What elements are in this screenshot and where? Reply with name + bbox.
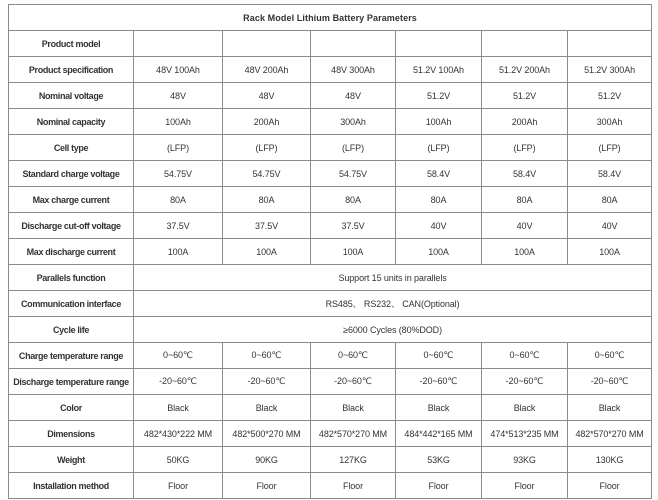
value-cell: 80A <box>223 187 311 213</box>
value-cell: 58.4V <box>396 161 482 187</box>
value-cell: 80A <box>311 187 396 213</box>
value-cell: 48V 100Ah <box>134 57 223 83</box>
table-row <box>9 317 652 343</box>
value-cell: (LFP) <box>568 135 652 161</box>
value-cell: 100A <box>311 239 396 265</box>
row-label: Nominal capacity <box>9 109 134 135</box>
row-label: Charge temperature range <box>9 343 134 369</box>
table-row <box>9 31 652 57</box>
value-cell: (LFP) <box>134 135 223 161</box>
value-cell: 54.75V <box>311 161 396 187</box>
value-cell: 54.75V <box>223 161 311 187</box>
value-cell: 482*500*270 MM <box>223 421 311 447</box>
value-cell: 93KG <box>482 447 568 473</box>
row-label: Cycle life <box>9 317 134 343</box>
value-cell: 474*513*235 MM <box>482 421 568 447</box>
value-cell: Black <box>482 395 568 421</box>
value-cell <box>396 31 482 57</box>
value-cell: (LFP) <box>482 135 568 161</box>
table-row <box>9 213 652 239</box>
row-label: Weight <box>9 447 134 473</box>
value-cell: 51.2V <box>396 83 482 109</box>
value-cell: 51.2V <box>482 83 568 109</box>
row-label: Discharge temperature range <box>9 369 134 395</box>
row-label: Product model <box>9 31 134 57</box>
value-cell: (LFP) <box>311 135 396 161</box>
table-row <box>9 265 652 291</box>
value-cell: 80A <box>396 187 482 213</box>
value-cell <box>223 31 311 57</box>
value-cell: 54.75V <box>134 161 223 187</box>
value-cell: -20~60℃ <box>223 369 311 395</box>
value-cell: Floor <box>311 473 396 499</box>
page-title: Rack Model Lithium Battery Parameters <box>9 5 652 31</box>
value-cell: 48V <box>134 83 223 109</box>
value-cell: 200Ah <box>223 109 311 135</box>
table-row <box>9 187 652 213</box>
value-cell: -20~60℃ <box>482 369 568 395</box>
table-row <box>9 161 652 187</box>
value-cell: 48V <box>311 83 396 109</box>
table-row <box>9 239 652 265</box>
value-cell: 40V <box>482 213 568 239</box>
value-cell: 37.5V <box>311 213 396 239</box>
value-cell: 80A <box>568 187 652 213</box>
table-row <box>9 109 652 135</box>
row-label: Installation method <box>9 473 134 499</box>
value-cell: (LFP) <box>223 135 311 161</box>
row-label: Cell type <box>9 135 134 161</box>
value-cell: 100A <box>223 239 311 265</box>
table-row <box>9 473 652 499</box>
row-label: Nominal voltage <box>9 83 134 109</box>
value-cell: 300Ah <box>568 109 652 135</box>
value-cell: 127KG <box>311 447 396 473</box>
table-row <box>9 395 652 421</box>
table-row <box>9 343 652 369</box>
value-cell: 0~60℃ <box>134 343 223 369</box>
table-row <box>9 83 652 109</box>
value-cell: 58.4V <box>568 161 652 187</box>
value-cell: Floor <box>396 473 482 499</box>
value-cell: 0~60℃ <box>223 343 311 369</box>
value-cell: (LFP) <box>396 135 482 161</box>
value-cell: 80A <box>134 187 223 213</box>
value-cell: 40V <box>568 213 652 239</box>
value-cell: 482*570*270 MM <box>568 421 652 447</box>
value-cell: 37.5V <box>134 213 223 239</box>
value-cell: 51.2V 100Ah <box>396 57 482 83</box>
value-cell: 100A <box>482 239 568 265</box>
battery-spec-table <box>8 4 652 499</box>
merged-value-cell: RS485、 RS232、 CAN(Optional) <box>134 291 652 317</box>
table-row <box>9 447 652 473</box>
value-cell <box>482 31 568 57</box>
value-cell: 0~60℃ <box>482 343 568 369</box>
row-label: Standard charge voltage <box>9 161 134 187</box>
value-cell: 100A <box>134 239 223 265</box>
row-label: Discharge cut-off voltage <box>9 213 134 239</box>
row-label: Max charge current <box>9 187 134 213</box>
value-cell: 90KG <box>223 447 311 473</box>
table-body <box>9 5 652 499</box>
value-cell: 484*442*165 MM <box>396 421 482 447</box>
value-cell: 100Ah <box>396 109 482 135</box>
value-cell: 0~60℃ <box>568 343 652 369</box>
row-label: Product specification <box>9 57 134 83</box>
value-cell: 58.4V <box>482 161 568 187</box>
row-label: Color <box>9 395 134 421</box>
row-label: Dimensions <box>9 421 134 447</box>
merged-value-cell: Support 15 units in parallels <box>134 265 652 291</box>
value-cell: 100A <box>396 239 482 265</box>
table-row <box>9 291 652 317</box>
value-cell: Black <box>396 395 482 421</box>
merged-value-cell: ≥6000 Cycles (80%DOD) <box>134 317 652 343</box>
value-cell: Black <box>223 395 311 421</box>
value-cell: 51.2V 300Ah <box>568 57 652 83</box>
table-row <box>9 369 652 395</box>
value-cell: -20~60℃ <box>396 369 482 395</box>
row-label: Max discharge current <box>9 239 134 265</box>
value-cell: 51.2V 200Ah <box>482 57 568 83</box>
value-cell <box>568 31 652 57</box>
value-cell <box>311 31 396 57</box>
value-cell: Black <box>311 395 396 421</box>
value-cell: Floor <box>223 473 311 499</box>
value-cell: Floor <box>482 473 568 499</box>
value-cell: 482*430*222 MM <box>134 421 223 447</box>
value-cell <box>134 31 223 57</box>
value-cell: 100Ah <box>134 109 223 135</box>
value-cell: 48V <box>223 83 311 109</box>
value-cell: -20~60℃ <box>311 369 396 395</box>
value-cell: 80A <box>482 187 568 213</box>
value-cell: 53KG <box>396 447 482 473</box>
value-cell: 0~60℃ <box>311 343 396 369</box>
value-cell: -20~60℃ <box>568 369 652 395</box>
table-row <box>9 421 652 447</box>
table-row <box>9 135 652 161</box>
value-cell: 37.5V <box>223 213 311 239</box>
row-label: Parallels function <box>9 265 134 291</box>
value-cell: 482*570*270 MM <box>311 421 396 447</box>
value-cell: Floor <box>568 473 652 499</box>
value-cell: 51.2V <box>568 83 652 109</box>
value-cell: 40V <box>396 213 482 239</box>
value-cell: 0~60℃ <box>396 343 482 369</box>
value-cell: 48V 200Ah <box>223 57 311 83</box>
value-cell: 100A <box>568 239 652 265</box>
value-cell: Black <box>568 395 652 421</box>
value-cell: 130KG <box>568 447 652 473</box>
value-cell: Floor <box>134 473 223 499</box>
value-cell: Black <box>134 395 223 421</box>
value-cell: 50KG <box>134 447 223 473</box>
value-cell: 300Ah <box>311 109 396 135</box>
value-cell: 48V 300Ah <box>311 57 396 83</box>
title-row <box>9 5 652 31</box>
row-label: Communication interface <box>9 291 134 317</box>
value-cell: -20~60℃ <box>134 369 223 395</box>
table-row <box>9 57 652 83</box>
value-cell: 200Ah <box>482 109 568 135</box>
